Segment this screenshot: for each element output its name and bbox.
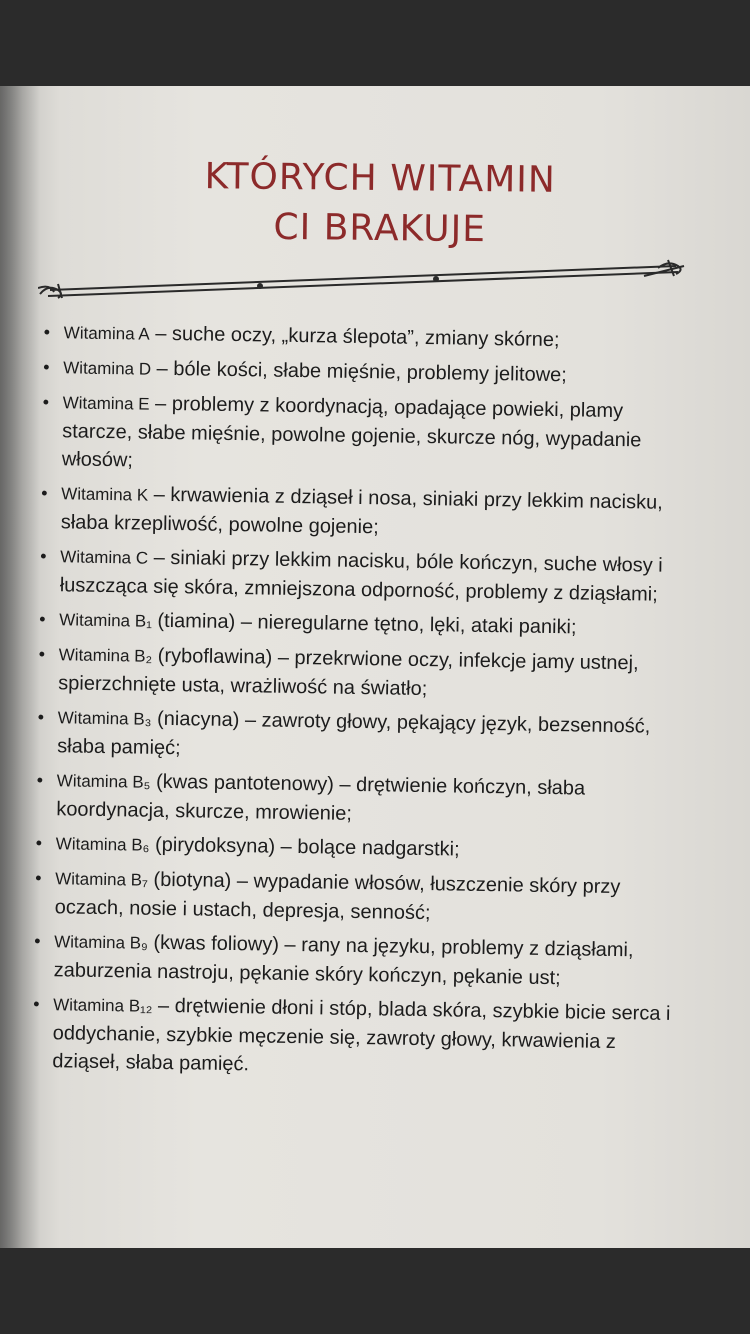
vitamin-label: Witamina E (62, 393, 150, 414)
vitamin-symptoms: – bóle kości, słabe mięśnie, problemy jelitowe; (150, 357, 567, 387)
bottom-black-bar (0, 1248, 750, 1334)
list-item (34, 927, 685, 994)
vitamin-label: Witamina B₆ (55, 834, 150, 855)
vitamin-symptoms: – drętwienie dłoni i stóp, blada skóra, szybkie bicie serca i oddychanie, szybkie męczenie się, zawroty głowy, krwawienia z dziąseł, słaba pamięć. (52, 994, 671, 1076)
page-title (109, 151, 650, 257)
vitamin-symptoms: (biotyna) – wypadanie włosów, łuszczenie skóry przy oczach, nosie i ustach, depresja, senność; (54, 868, 621, 925)
vitamin-label: Witamina C (60, 547, 149, 568)
vitamin-label: Witamina B₁ (59, 610, 153, 631)
vitamin-label: Witamina B₇ (55, 869, 149, 890)
list-item (38, 640, 689, 707)
vitamin-label: Witamina B₂ (58, 645, 153, 666)
vitamin-symptoms: – problemy z koordynacją, opadające powieki, plamy starcze, słabe mięśnie, powolne gojenie, skurcze nóg, wypadanie włosów; (61, 392, 642, 472)
vitamin-symptoms: (kwas pantotenowy) – drętwienie kończyn, słaba koordynacja, skurcze, mrowienie; (56, 770, 586, 825)
vitamin-symptoms: – siniaki przy lekkim nacisku, bóle kończyn, suche włosy i łuszcząca się skóra, zmniejszona odporność, problemy z dziąsłami; (59, 546, 663, 606)
decorative-divider (38, 254, 688, 304)
list-item (41, 479, 692, 546)
title-line-2: CI BRAKUJE (273, 206, 487, 251)
vitamin-label: Witamina D (63, 358, 152, 379)
vitamin-label: Witamina B₁₂ (53, 995, 153, 1016)
list-item (39, 605, 689, 644)
list-item (44, 318, 694, 357)
vitamin-symptoms: (ryboflawina) – przekrwione oczy, infekcje jamy ustnej, spierzchnięte usta, wrażliwość na światło; (58, 644, 639, 701)
list-item (35, 864, 686, 931)
vitamin-label: Witamina B₉ (54, 932, 148, 953)
list-item (43, 353, 693, 392)
vitamin-symptoms: (niacyna) – zawroty głowy, pękający język, bezsenność, słaba pamięć; (57, 707, 651, 760)
list-item (37, 703, 688, 770)
vitamin-symptoms: – suche oczy, „kurza ślepota”, zmiany skórne; (149, 322, 560, 352)
top-black-bar (0, 0, 750, 86)
vitamin-label: Witamina A (63, 323, 150, 344)
list-item (32, 990, 683, 1085)
vitamin-symptoms: (kwas foliowy) – rany na języku, problemy z dziąsłami, zaburzenia nastroju, pękanie skóry kończyn, pękanie ust; (53, 931, 634, 990)
list-item (42, 388, 693, 483)
vitamin-label: Witamina K (61, 484, 149, 505)
vitamin-symptoms: (tiamina) – nieregularne tętno, lęki, ataki paniki; (151, 609, 577, 639)
list-item (36, 766, 687, 833)
list-item (36, 829, 686, 868)
vitamin-label: Witamina B₃ (57, 708, 152, 729)
vitamin-symptoms: (pirydoksyna) – bolące nadgarstki; (149, 833, 460, 861)
vitamin-list (32, 318, 694, 1091)
vitamin-label: Witamina B₅ (56, 771, 151, 792)
book-page (0, 86, 750, 1248)
list-item (40, 542, 691, 609)
vitamin-symptoms: – krwawienia z dziąseł i nosa, siniaki przy lekkim nacisku, słaba krzepliwość, powolne gojenie; (60, 483, 663, 539)
title-line-1: KTÓRYCH WITAMIN (204, 156, 557, 201)
